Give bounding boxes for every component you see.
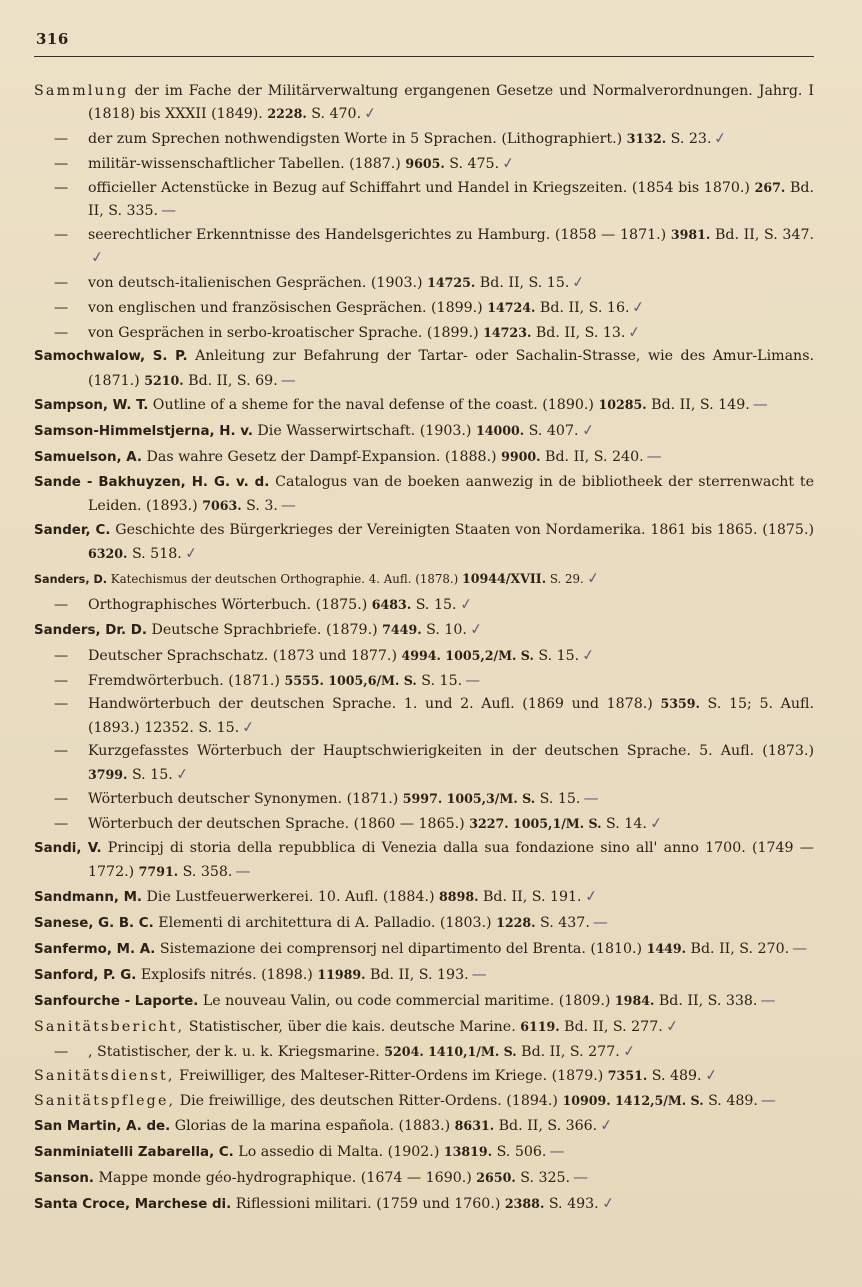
entry-reference: Bd. II, S. 149. (646, 397, 750, 414)
dash-mark-icon: — (646, 447, 661, 466)
entry-text: von englischen und französischen Gesprächen. (1899.) (88, 299, 488, 316)
entry-text: Sistemazione dei comprensorj nel dipartimento del Brenta. (1810.) (155, 941, 647, 957)
entry-text: Deutsche Sprachbriefe. (1879.) (146, 621, 383, 638)
dash-mark-icon: — (792, 939, 807, 957)
index-entry (34, 837, 814, 883)
index-subentry (34, 271, 814, 294)
entry-reference: Bd. II, S. 16. (535, 299, 630, 316)
index-subentry (34, 224, 814, 269)
catalog-number: 14723. (483, 324, 532, 340)
checkmark-icon: ✓ (362, 103, 378, 123)
ditto-dash: — (54, 324, 69, 341)
catalog-number: 5997. 1005,3/M. S. (402, 791, 536, 807)
entry-heading: Sanitätsbericht, (34, 1018, 185, 1035)
entry-heading: Sanders, D. (34, 573, 108, 587)
entry-reference: S. 15. (127, 766, 173, 783)
entry-heading: Sanfermo, M. A. (34, 942, 156, 957)
entry-heading: Sander, C. (34, 523, 111, 539)
checkmark-icon: ✓ (89, 247, 105, 267)
ditto-dash: — (54, 155, 69, 172)
catalog-number: 13819. (443, 1144, 493, 1160)
catalog-number: 7063. (202, 498, 242, 514)
entry-text: Anleitung zur Befahrung der Tartar- oder Sachalin-Strasse, wie des Amur-Limans. (1871.) (88, 348, 814, 389)
ditto-dash: — (54, 274, 69, 291)
entry-text: militär-wissenschaftlicher Tabellen. (1887.) (88, 155, 406, 172)
checkmark-icon: ✓ (240, 716, 256, 737)
entry-reference: S. 14. (601, 816, 647, 833)
checkmark-icon: ✓ (703, 1065, 719, 1086)
catalog-number: 10285. (598, 397, 647, 413)
ditto-dash: — (54, 672, 69, 689)
catalog-number: 9900. (501, 449, 541, 465)
dash-mark-icon: — (592, 913, 607, 932)
entry-text: Wörterbuch der deutschen Sprache. (1860 — 1865.) (88, 816, 470, 833)
ditto-dash: — (54, 696, 69, 713)
entry-text: Orthographisches Wörterbuch. (1875.) (88, 596, 372, 613)
index-subentry (34, 693, 814, 738)
index-entry (34, 937, 814, 961)
entry-heading: Santa Croce, Marchese di. (34, 1196, 232, 1212)
index-subentry (34, 593, 814, 616)
entry-text: von Gesprächen in serbo-kroatischer Sprache. (1899.) (88, 324, 484, 341)
entry-text: Fremdwörterbuch. (1871.) (88, 672, 285, 689)
entry-heading: Sandmann, M. (34, 890, 143, 906)
entry-heading: San Martin, A. de. (34, 1119, 171, 1135)
entry-text: Explosifs nitrés. (1898.) (136, 966, 318, 983)
entry-reference: S. 15. (416, 672, 463, 689)
catalog-number: 7351. (607, 1068, 648, 1084)
catalog-number: 1984. (614, 992, 655, 1008)
ditto-dash: — (54, 299, 69, 316)
index-subentry (34, 152, 814, 175)
entry-text: Deutscher Sprachschatz. (1873 und 1877.) (88, 647, 402, 664)
checkmark-icon: ✓ (580, 420, 596, 441)
checkmark-icon: ✓ (713, 128, 729, 148)
checkmark-icon: ✓ (500, 153, 516, 173)
entry-reference: S. 29. (546, 572, 584, 587)
index-entry (34, 345, 814, 391)
checkmark-icon: ✓ (599, 1115, 614, 1136)
entry-reference: S. 15. (535, 791, 581, 808)
entry-reference: S. 437. (535, 915, 590, 932)
catalog-number: 6119. (520, 1018, 560, 1034)
entry-reference: S. 325. (515, 1170, 571, 1187)
index-subentry (34, 812, 814, 835)
entry-text: Elementi di architettura di A. Palladio. (1803.) (153, 915, 497, 932)
ditto-dash: — (54, 130, 69, 147)
index-subentry (34, 740, 814, 785)
index-entry (34, 471, 814, 517)
catalog-number: 3799. (88, 766, 128, 782)
checkmark-icon: ✓ (621, 1040, 637, 1061)
index-entry (34, 1015, 814, 1038)
dash-mark-icon: — (583, 789, 598, 808)
entry-heading: Sande - Bakhuyzen, H. G. v. d. (34, 475, 270, 491)
entry-reference: S. 489. (647, 1068, 702, 1085)
catalog-number: 11989. (317, 966, 366, 982)
index-entry (34, 519, 814, 565)
checkmark-icon: ✓ (458, 594, 474, 614)
entry-reference: Bd. II, S. 347. (710, 226, 815, 243)
catalog-number: 8631. (454, 1118, 495, 1134)
checkmark-icon: ✓ (583, 886, 599, 907)
entry-reference: Bd. II, S. 13. (531, 324, 626, 341)
catalog-number: 6483. (371, 596, 412, 612)
header-rule (34, 56, 814, 57)
index-entry (34, 1140, 814, 1164)
entry-text: von deutsch-italienischen Gesprächen. (1903.) (88, 274, 428, 291)
entry-heading: Sanminiatelli Zabarella, C. (34, 1145, 234, 1161)
index-subentry (34, 321, 814, 344)
checkmark-icon: ✓ (580, 644, 596, 665)
index-entry (34, 989, 814, 1013)
index-subentry (34, 669, 814, 692)
checkmark-icon: ✓ (571, 271, 587, 292)
index-entry (34, 1089, 814, 1112)
entry-heading: Sanitätsdienst, (34, 1068, 175, 1085)
catalog-number: 1228. (496, 915, 536, 931)
dash-mark-icon: — (465, 670, 480, 689)
entry-heading: Sanson. (34, 1171, 95, 1187)
entry-text: Handwörterbuch der deutschen Sprache. 1. und 2. Aufl. (1869 und 1878.) (88, 696, 661, 713)
entry-reference: Bd. II, S. 366. (494, 1118, 598, 1135)
index-entry (34, 445, 814, 469)
index-subentry (34, 644, 814, 667)
catalog-number: 14725. (427, 274, 476, 290)
entry-text: Katechismus der deutschen Orthographie. 4. Aufl. (1878.) (107, 572, 462, 587)
catalog-number: 7791. (138, 864, 179, 880)
entry-heading: Samuelson, A. (34, 450, 142, 466)
checkmark-icon: ✓ (183, 543, 199, 563)
catalog-number: 14724. (487, 299, 536, 315)
entry-heading: Sanitätspflege, (34, 1093, 176, 1110)
index-entry (34, 911, 814, 935)
checkmark-icon: ✓ (664, 1015, 680, 1036)
entry-reference: S. 506. (492, 1144, 547, 1161)
entry-text: Glorias de la marina española. (1883.) (170, 1118, 455, 1135)
entry-heading: Samochwalow, S. P. (34, 349, 188, 365)
ditto-dash: — (54, 743, 69, 760)
entry-reference: Bd. II, S. 240. (540, 449, 644, 466)
ditto-dash: — (54, 816, 69, 833)
checkmark-icon: ✓ (600, 1193, 616, 1213)
index-entry (34, 963, 814, 987)
dash-mark-icon: — (235, 862, 250, 881)
catalog-number: 6320. (88, 546, 128, 562)
catalog-number: 10944/XVII. (461, 571, 547, 587)
entry-reference: Bd. II, S. 335. (88, 179, 815, 219)
index-entry (34, 618, 814, 642)
checkmark-icon: ✓ (174, 763, 190, 784)
index-subentry (34, 296, 814, 319)
entry-heading: Sanders, Dr. D. (34, 622, 147, 638)
dash-mark-icon: — (549, 1142, 564, 1161)
checkmark-icon: ✓ (468, 619, 484, 639)
entry-heading: Samson-Himmelstjerna, H. v. (34, 424, 253, 440)
entry-reference: S. 358. (178, 864, 233, 881)
index-subentry (34, 177, 814, 222)
entry-text: der zum Sprechen nothwendigsten Worte in 5 Sprachen. (Lithographiert.) (88, 130, 627, 147)
catalog-number: 3227. 1005,1/M. S. (469, 816, 602, 832)
index-entry (34, 419, 814, 443)
entry-reference: Bd. II, S. 193. (365, 966, 469, 983)
entry-reference: S. 518. (127, 546, 182, 563)
entry-reference: S. 15. (533, 647, 580, 664)
index-entry (34, 1166, 814, 1190)
index-entry (34, 80, 814, 125)
catalog-number: 8898. (439, 889, 479, 905)
entry-text: Le nouveau Valin, ou code commercial maritime. (1809.) (198, 992, 615, 1009)
catalog-number: 5204. 1410,1/M. S. (384, 1043, 517, 1059)
index-entry (34, 393, 814, 417)
index-entry (34, 1064, 814, 1087)
entry-reference: S. 10. (421, 621, 467, 638)
catalog-number: 5210. (144, 372, 184, 388)
checkmark-icon: ✓ (631, 296, 647, 317)
entry-text: Kurzgefasstes Wörterbuch der Hauptschwierigkeiten in der deutschen Sprache. 5. Aufl. (1873.) (88, 743, 814, 760)
entry-text: der im Fache der Militärverwaltung ergangenen Gesetze und Normalverordnungen. Jahrg. I (1818) bis XXXII (1849). (88, 83, 814, 123)
dash-mark-icon: — (760, 1091, 775, 1110)
ditto-dash: — (54, 226, 69, 243)
catalog-number: 5555. 1005,6/M. S. (284, 672, 417, 688)
entry-heading: Sammlung (34, 83, 129, 99)
catalog-number: 3981. (670, 226, 711, 242)
entry-text: Die freiwillige, des deutschen Ritter-Ordens. (1894.) (175, 1093, 563, 1110)
index-entries (34, 80, 814, 1218)
index-subentry (34, 787, 814, 810)
catalog-number: 267. (754, 179, 786, 195)
entry-reference: S. 407. (524, 423, 579, 440)
checkmark-icon: ✓ (585, 568, 601, 588)
dash-mark-icon: — (280, 370, 295, 389)
entry-reference: S. 470. (306, 106, 362, 123)
ditto-dash: — (54, 596, 69, 613)
entry-heading: Sanese, G. B. C. (34, 916, 154, 932)
dash-mark-icon: — (752, 395, 767, 414)
entry-heading: Sanford, P. G. (34, 967, 137, 983)
entry-reference: S. 489. (703, 1093, 758, 1110)
entry-reference: S. 493. (544, 1195, 599, 1212)
entry-heading: Sanfourche - Laporte. (34, 993, 199, 1009)
index-entry (34, 1192, 814, 1216)
checkmark-icon: ✓ (627, 321, 643, 342)
index-entry (34, 885, 814, 909)
entry-reference: S. 3. (241, 498, 278, 515)
entry-text: Die Wasserwirtschaft. (1903.) (252, 423, 476, 440)
index-subentry (34, 127, 814, 150)
catalog-number: 2650. (476, 1170, 516, 1186)
ditto-dash: — (54, 647, 69, 664)
catalog-number: 1449. (646, 941, 687, 956)
ditto-dash: — (54, 1043, 69, 1060)
entry-text: Catalogus van de boeken aanwezig in de bibliotheek der sterrenwacht te Leiden. (1893.) (88, 474, 814, 515)
ditto-dash: — (54, 179, 69, 196)
entry-text: Das wahre Gesetz der Dampf-Expansion. (1888.) (142, 449, 502, 466)
catalog-number: 14000. (475, 423, 525, 439)
entry-text: seerechtlicher Erkenntnisse des Handelsgerichtes zu Hamburg. (1858 — 1871.) (88, 226, 671, 243)
ditto-dash: — (54, 791, 69, 808)
catalog-number: 4994. 1005,2/M. S. (401, 647, 534, 663)
index-entry (34, 1114, 814, 1138)
index-entry (34, 567, 814, 591)
dash-mark-icon: — (161, 200, 176, 219)
checkmark-icon: ✓ (648, 813, 664, 834)
entry-text: Geschichte des Bürgerkrieges der Vereinigten Staaten von Nordamerika. 1861 bis 1865. (1875.) (110, 522, 814, 539)
entry-text: Lo assedio di Malta. (1902.) (233, 1144, 444, 1161)
entry-text: Mappe monde géo-hydrographique. (1674 — 1690.) (94, 1170, 477, 1187)
entry-text: Outline of a sheme for the naval defense of the coast. (1890.) (148, 397, 599, 414)
entry-text: , Statistischer, der k. u. k. Kriegsmarine. (88, 1043, 385, 1060)
dash-mark-icon: — (280, 496, 295, 515)
entry-reference: S. 15; 5. Aufl. (1893.) 12352. S. 15. (88, 696, 814, 736)
entry-reference: Bd. II, S. 270. (686, 941, 790, 957)
entry-text: Wörterbuch deutscher Synonymen. (1871.) (88, 791, 403, 808)
entry-text: Freiwilliger, des Malteser-Ritter-Ordens im Kriege. (1879.) (174, 1068, 608, 1085)
catalog-number: 3132. (626, 130, 667, 146)
entry-heading: Sandi, V. (34, 841, 102, 857)
entry-reference: Bd. II, S. 69. (183, 372, 278, 389)
entry-reference: Bd. II, S. 191. (478, 889, 582, 906)
catalog-number: 9605. (405, 155, 445, 171)
entry-reference: Bd. II, S. 15. (475, 274, 570, 291)
entry-text: Statistischer, über die kais. deutsche Marine. (184, 1018, 521, 1035)
entry-text: Riflessioni militari. (1759 und 1760.) (231, 1195, 505, 1212)
catalog-number: 5359. (660, 696, 700, 712)
entry-reference: S. 15. (411, 596, 457, 613)
entry-reference: Bd. II, S. 277. (559, 1018, 663, 1035)
dash-mark-icon: — (760, 990, 775, 1009)
entry-text: officieller Actenstücke in Bezug auf Schiffahrt und Handel in Kriegszeiten. (1854 bis 1870.) (88, 179, 755, 196)
entry-heading: Sampson, W. T. (34, 398, 149, 414)
catalog-number: 2228. (267, 106, 307, 122)
index-subentry (34, 1040, 814, 1063)
entry-text: Principj di storia della repubblica di Venezia dalla sua fondazione sino all' anno 1700. (1749 — 1772.) (88, 840, 814, 881)
entry-reference: S. 475. (444, 155, 500, 172)
entry-reference: Bd. II, S. 277. (516, 1043, 620, 1060)
dash-mark-icon: — (471, 964, 486, 983)
entry-reference: S. 23. (666, 130, 712, 147)
catalog-number: 7449. (382, 621, 422, 637)
entry-text: Die Lustfeuerwerkerei. 10. Aufl. (1884.) (142, 889, 440, 906)
dash-mark-icon: — (573, 1168, 588, 1187)
catalog-number: 10909. 1412,5/M. S. (562, 1093, 704, 1109)
catalog-number: 2388. (504, 1195, 545, 1211)
entry-reference: Bd. II, S. 338. (654, 992, 758, 1009)
page-number: 316 (36, 30, 69, 48)
